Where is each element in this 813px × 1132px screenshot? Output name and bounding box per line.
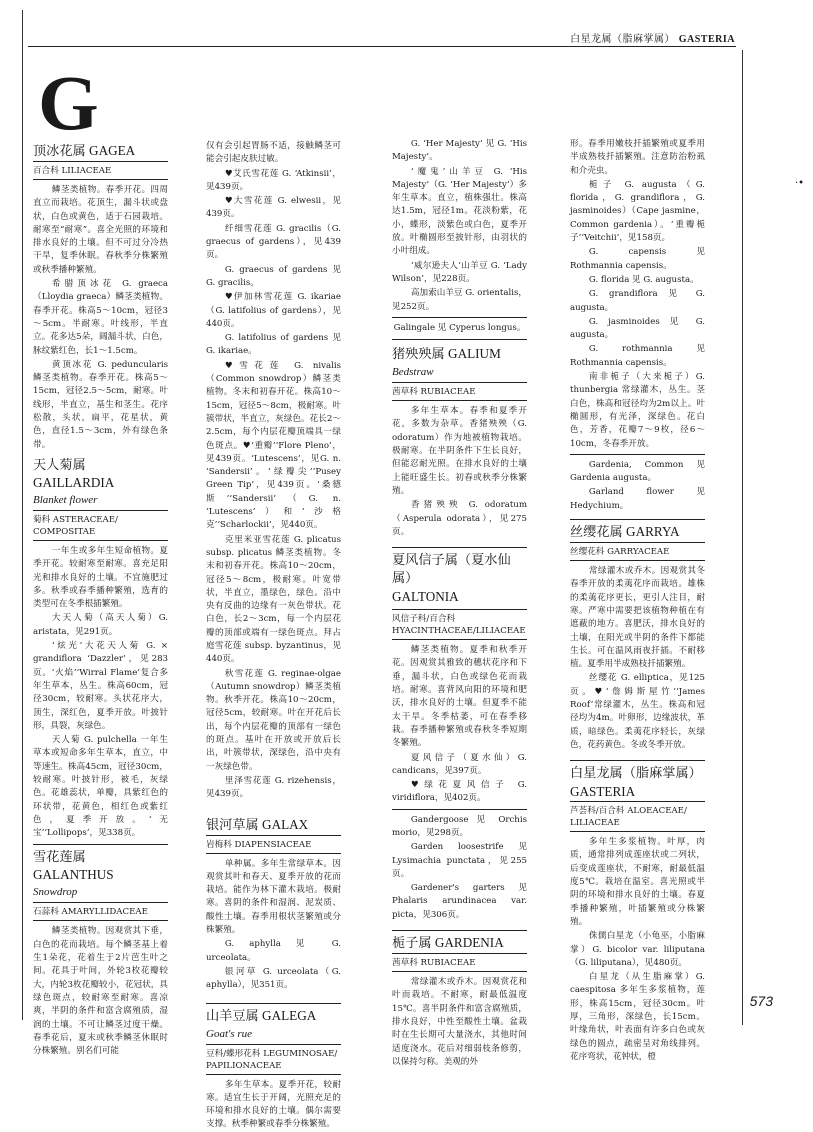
entry-paragraph: 常绿灌木或乔木。因观赏花和叶而栽培。不耐寒，耐最低温度15℃。喜半阴条件和富含腐殖质，排水良好，中性至酸性土壤。盆栽时在生长期可大量浇水，其他时间适度浇水。花后对细弱枝条修剪，以保持匀称。美观的外 bbox=[392, 977, 527, 1067]
genus-title-latin: GALTONIA bbox=[392, 589, 459, 605]
entry-paragraph: 南非栀子（大来栀子）G. thunbergia 常绿灌木，丛生。茎白色，株高和冠径均为2m以上。叶椭圆形，有光泽，深绿色。花白色，芳香，花瓣7～9枚，径6～10cm，冬春季开放。 bbox=[570, 372, 705, 449]
cross-reference: Garland flower 见 Hedychium。 bbox=[570, 487, 705, 511]
genus-title-latin: GAILLARDIA bbox=[33, 474, 115, 490]
entry-paragraph: 白星龙（从生脂麻掌）G. caespitosa 多年生多浆植物，莲形，株高15cm，冠径30cm。叶厚，三角形，深绿色，长15cm。叶缘角状，叶表面有许多白色或灰绿色的圆点，疏密呈对角线排列。花序弯状，花钟状，橙 bbox=[570, 972, 705, 1062]
genus-title-latin: GARRYA bbox=[626, 524, 680, 540]
genus-galanthus bbox=[33, 844, 168, 1058]
genus-title bbox=[33, 456, 168, 492]
entry-paragraph: 黄顶冰花 G. peduncularis 鳞茎类植物。春季开花。株高5～15cm，冠径2.5～5cm，耐寒。叶线形，半直立，基生和茎生。花序松散，头状，扁平，花星状，黄色，直径1.5～3cm，外有绿色条带。 bbox=[33, 359, 168, 450]
genus-garrya bbox=[570, 519, 705, 752]
entry-paragraph: 多年生草本。夏季开花，较耐寒。适宜生长于开阔，光照充足的环境和排水良好的土壤。偶尔需要支撑。秋季种繁或春季分株繁殖。 bbox=[206, 1079, 341, 1130]
genus-gardenia bbox=[392, 930, 527, 1069]
family-line: 百合科 LILIACEAE bbox=[33, 162, 168, 180]
entry-paragraph: ‘威尔逊夫人’山羊豆 G. ‘Lady Wilson’，见228页。 bbox=[392, 260, 527, 284]
genus-title-latin: GALIUM bbox=[448, 346, 501, 362]
entry-paragraph: G. rothmannia 见 Rothmannia capensis。 bbox=[570, 344, 705, 368]
margin-dots: ·• bbox=[795, 178, 805, 189]
genus-title-cn: 银河草属 bbox=[206, 817, 259, 833]
genus-galax bbox=[206, 816, 341, 993]
genus-title-latin-line bbox=[570, 783, 705, 802]
entry-paragraph: 纤细雪花莲 G. gracilis（G. graecus of gardens），见439页。 bbox=[206, 223, 341, 261]
common-name: Blanket flower bbox=[33, 493, 98, 506]
entry-paragraph: 鳞茎类植物。夏季和秋季开花。因观赏其雅致的穗状花序和下垂，漏斗状，白色或绿色花而栽培。耐寒。喜背风向阳的环境和肥沃，排水良好的土壤。但夏季不能太干旱。冬季枯萎，可在春季移栽。春季播种繁殖或春秋冬季短期冬繁殖。 bbox=[392, 645, 527, 749]
entry-paragraph: 仅有会引起胃肠不适，接触鳞茎可能会引起皮肤过敏。 bbox=[206, 141, 341, 165]
common-name: Goat's rue bbox=[206, 1027, 253, 1040]
genus-title-cn: 夏风信子属（夏水仙属） bbox=[392, 553, 511, 587]
entry-paragraph: 多年生多浆植物。叶厚，肉质，通常排列成莲座状或二列状，后变成莲座状，不耐寒，耐最低温度5℃。栽培在温室。喜光照或半阴的环境和排水良好的土壤。春夏季播种繁殖，叶插繁殖或分株繁殖。 bbox=[570, 837, 705, 927]
cross-reference: Gardenia, Common 见 Gardenia augusta。 bbox=[570, 459, 705, 484]
right-margin-rule bbox=[742, 50, 743, 1025]
entry-paragraph: ‘炫光’大花天人菊 G. × grandiflora ‘Dazzler’，见283页。‘火焰’‘Wirral Flame’复合多年生草本，丛生。株高60cm，冠径30cm，较耐寒。头状花序大，顶生，深红色，夏季开放。叶披针形，具裂，灰绿色。 bbox=[33, 641, 168, 731]
genus-title-latin-line bbox=[392, 588, 527, 606]
genus-title-latin: GASTERIA bbox=[570, 784, 636, 800]
entry-paragraph: 希腊顶冰花 G. graeca（Lloydia graeca）鳞茎类植物。春季开花。株高5～10cm，冠径3～5cm。半耐寒。叶线形，半直立。花多达5朵，阔漏斗状，白色，脉纹紫红色，长1～1.5cm。 bbox=[33, 279, 168, 356]
page-number: 573 bbox=[749, 993, 773, 1009]
entry-paragraph: G. latifolius of gardens 见 G. ikariae。 bbox=[206, 333, 341, 357]
entry-paragraph: G. ‘Her Majesty’ 见 G. ‘His Majesty’。 bbox=[392, 139, 527, 163]
genus-title-cn: 栀子属 bbox=[392, 936, 432, 952]
entry-paragraph: ♥艾氏雪花莲 G. ‘Atkinsii’，见439页。 bbox=[206, 168, 341, 192]
entry-paragraph: ‘魔鬼’山羊豆 G. ‘His Majesty’（G. ‘Her Majesty’）多年生草本。直立，植株强壮。株高达1.5m，冠径1m。花淡粉紫，花小，蝶形，淡紫色或白色，夏季开放。叶椭圆形至披针形，由羽状的小叶组成。 bbox=[392, 166, 527, 257]
entry-paragraph: 鳞茎类植物。春季开花。四周直立而栽培。花顶生，漏斗状或盘状，白色或黄色，适于石园栽培。耐寒至“耐寒”。喜全光照的环境和排水良好的土壤。但不可过分冷热干旱，复季休眠。春秋季分株繁殖或秋季播种繁殖。 bbox=[33, 185, 168, 275]
genus-title bbox=[392, 930, 527, 954]
entry-paragraph: ♥大雪花莲 G. elwesii，见439页。 bbox=[206, 196, 341, 220]
entry-paragraph: 克里米亚雪花莲 G. plicatus subsp. plicatus 鳞茎类植物。冬末和初春开花。株高10～20cm，冠径5～8cm，极耐寒。叶宽带状，半直立，墨绿色，绿色。沿中央有反曲的边缘有一灰色带状。花白色，长2～3cm，每一个内层花瓣的顶部或端有一绿色斑点。拜占庭雪花莲 subsp. byzantinus，见440页。 bbox=[206, 534, 341, 665]
header-rule bbox=[28, 46, 736, 47]
entry-paragraph: 银河草 G. urceolata（G. aphylla），见351页。 bbox=[206, 966, 341, 991]
cross-reference: Galingale 见 Cyperus longus。 bbox=[392, 317, 527, 340]
family-line: 芦荟科/百合科 ALOEACEAE/ LILIACEAE bbox=[570, 802, 705, 832]
entry-paragraph: G. jasminoides 见 G. augusta。 bbox=[570, 316, 705, 341]
entry-paragraph: 秋雪花莲 G. reginae-olgae（Autumn snowdrop）鳞茎类植物。秋季开花。株高10～20cm，冠径5cm，较耐寒。叶在开花后长出，每个内层花瓣的顶部有一绿色的斑点。基叶在开放或开放后长出，叶簇带状，深绿色，沿中央有一灰绿色带。 bbox=[206, 668, 341, 772]
entry-paragraph: ♥绿花夏风信子 G. viridiflora，见402页。 bbox=[392, 780, 527, 804]
entry-paragraph: 鳞茎类植物。因观赏其下垂，白色的花而栽培。每个鳞茎基上着生1朵花，花着生于2片芭生叶之间。花具于叶间，外轮3枚花瓣较大，内轮3枚花瓣较小，花冠状，具绿色斑点，较耐寒至耐寒。喜凉爽，半阴的条件和富含腐殖质，湿润的土壤。不可让鳞茎过度干燥。春季花后，夏末或秋季鳞茎休眠时分株繁殖。别名们可能 bbox=[33, 926, 168, 1057]
genus-title-cn: 猪殃殃属 bbox=[392, 347, 445, 363]
genus-title-cn: 雪花莲属 bbox=[33, 850, 86, 866]
family-line: 风信子科/百合科 HYACINTHACEAE/LILIACEAE bbox=[392, 609, 527, 640]
genus-title bbox=[392, 345, 527, 364]
column-1 bbox=[33, 138, 168, 1057]
genus-title-latin: GALANTHUS bbox=[33, 867, 114, 883]
entry-paragraph: G. capensis 见 Rothmannia capensis。 bbox=[570, 247, 705, 271]
genus-title-latin: GALEGA bbox=[262, 1007, 317, 1023]
cross-reference: Garden loosestrife 见 Lysimachia punctata，见255页。 bbox=[392, 842, 527, 879]
entry-paragraph: 多年生草本。春季和夏季开花，多数为杂草。香猪殃殃（G. odoratum）作为地被植物栽培。极耐寒。在半阴条件下生长良好，但能忍耐光照。在排水良好的土壤上能旺盛生长。初春或秋季分株繁殖。 bbox=[392, 406, 527, 496]
entry-paragraph: 常绿灌木或乔木。因观赏其冬春季开放的柔荑花序而栽培。雄株的柔荑花序更长，更引人注目，耐寒。严寒中需要把该植物种植在有遮蔽的地方。喜肥沃，排水良好的土壤，在阳光或半阴的条件下都能生长。可在温风雨夜扦插。不耐移植。夏季用半成熟枝扦插繁殖。 bbox=[570, 566, 705, 670]
cross-reference: Gandergoose 见 Orchis morio，见298页。 bbox=[392, 814, 527, 838]
genus-title-latin: GAGEA bbox=[89, 143, 136, 158]
genus-title bbox=[33, 844, 168, 884]
genus-title bbox=[570, 760, 705, 783]
genus-galtonia bbox=[392, 547, 527, 806]
genus-title bbox=[206, 816, 341, 836]
entry-paragraph: 丝缨花 G. elliptica，见125页。♥‘詹姆斯屋竹’‘James Roof’常绿灌木，丛生。株高和冠径均为4m。叶卵形，边缘波状，革质，暗绿色。柔荑花序轻长，灰绿色，花药黄色。冬或冬季开放。 bbox=[570, 673, 705, 750]
column-3 bbox=[392, 138, 527, 1067]
genus-title bbox=[570, 519, 705, 543]
separator bbox=[570, 454, 705, 455]
genus-title-cn: 顶冰花属 bbox=[33, 144, 86, 159]
family-line: 岩梅科 DIAPENSIACEAE bbox=[206, 836, 341, 854]
entry-paragraph: ♥伊加林雪花莲 G. ikariae（G. latifolius of gardens），见440页。 bbox=[206, 292, 341, 329]
genus-title bbox=[206, 1003, 341, 1026]
entry-paragraph: G. grandiflora 见 G. augusta。 bbox=[570, 289, 705, 313]
column-4 bbox=[570, 138, 705, 1062]
running-head bbox=[570, 30, 735, 45]
entry-paragraph: ♥雪花莲 G. nivalis（Common snowdrop）鳞茎类植物。冬末和初春开花。株高10～15cm，冠径5～8cm，极耐寒。叶簇带状，半直立，灰绿色。花长2～2.5cm，每个内层花瓣顶端具一绿色斑点。♥‘重瓣’‘Flore Pleno’，见439页。‘Lutescens’，见G. n. ‘Sandersii’。‘绿瓣尖’‘Pusey Green Tip’，见439页。‘桑德斯’‘Sandersii’（G. n. ‘Lutescens’）和‘沙格克’‘Scharlockii’，见440页。 bbox=[206, 360, 341, 531]
genus-galium bbox=[392, 345, 527, 539]
entry-paragraph: 形。春季用嫩枝扦插繁殖或夏季用半成熟枝扦插繁殖。注意防治粉虱和介壳虫。 bbox=[570, 139, 705, 176]
entry-paragraph: 天人菊 G. pulchella 一年生草本或短命多年生草本，直立，中等速生。株高45cm，冠径30cm，较耐寒。叶披针形，被毛，灰绿色。花雄蕊状，单瓣，具紫红色的环状带，花黄色，相红色或紫红色，夏季开放。‘无宝’‘Lollipops’，见338页。 bbox=[33, 735, 168, 839]
entry-paragraph: 里泽雪花莲 G. rizehensis，见439页。 bbox=[206, 775, 341, 800]
common-name: Bedstraw bbox=[392, 366, 434, 379]
running-head-cn: 白星龙属（脂麻掌属） bbox=[570, 34, 676, 45]
left-margin-rule bbox=[22, 10, 23, 1020]
family-line: 茜草科 RUBIACEAE bbox=[392, 382, 527, 401]
family-line: 丝缨花科 GARRYACEAE bbox=[570, 543, 705, 561]
entry-paragraph: G. aphylla 见 G. urceolata。 bbox=[206, 939, 341, 963]
genus-title-latin: GARDENIA bbox=[434, 935, 504, 951]
entry-paragraph: G. florida 见 G. augusta。 bbox=[588, 274, 699, 285]
cross-reference: Gardener's garters 见 Phalaris arundinacea var. picta，见306页。 bbox=[392, 883, 527, 920]
entry-paragraph: 单种属。多年生常绿草本。因观赏其叶和春天、夏季开放的花而栽培。能作为林下灌木栽培。极耐寒。喜阴的条件和湿润、泥炭质、酸性土壤。春季用根状茎繁殖或分株繁殖。 bbox=[206, 858, 341, 936]
family-line: 石蒜科 AMARYLLIDACEAE bbox=[33, 902, 168, 921]
entry-paragraph: 一年生或多年生短命植物。夏季开花。较耐寒至耐寒。喜充足阳光和排水良好的土壤。不宜施肥过多。秋季或春季播种繁殖，选育的类型可在冬季根插繁殖。 bbox=[33, 545, 168, 610]
family-line: 茜草科 RUBIACEAE bbox=[392, 954, 527, 972]
genus-title-cn: 天人菊属 bbox=[33, 457, 86, 473]
column-2 bbox=[206, 140, 341, 1130]
genus-title-cn: 丝缨花属 bbox=[570, 525, 623, 541]
entry-paragraph: 夏风信子（夏水仙）G. candicans，见397页。 bbox=[392, 752, 527, 776]
common-name: Snowdrop bbox=[33, 886, 78, 899]
section-letter: G bbox=[38, 59, 99, 146]
entry-paragraph: 高加索山羊豆 G. orientalis，见252页。 bbox=[392, 288, 527, 312]
running-head-latin: GASTERIA bbox=[678, 34, 735, 45]
family-line: 豆科/蝶形花科 LEGUMINOSAE/ PAPILIONACEAE bbox=[206, 1044, 341, 1075]
genus-galega bbox=[206, 1003, 341, 1132]
genus-gaillardia bbox=[33, 456, 168, 841]
genus-gagea bbox=[33, 142, 168, 452]
entry-paragraph: 香猪殃殃 G. odoratum（Asperula odorata），见275页。 bbox=[392, 500, 527, 537]
entry-paragraph: G. graecus of gardens 见 G. gracilis。 bbox=[206, 264, 341, 288]
entry-paragraph: 大天人菊（高天人菊）G. aristata，见291页。 bbox=[33, 613, 168, 637]
entry-paragraph: 栀子 G. augusta（G. florida，G. grandiflora，G. jasminoides）（Cape jasmine，Common gardenia）。‘重瓣栀子’‘Veitchii’，见158页。 bbox=[570, 179, 705, 244]
entry-paragraph: 侏儒白星龙（小龟巫，小脂麻掌）G. bicolor var. liliputana（G. liliputana），见480页。 bbox=[570, 931, 705, 968]
genus-title-cn: 白星龙属（脂麻掌属） bbox=[570, 766, 702, 782]
family-line: 菊科 ASTERACEAE/ COMPOSITAE bbox=[33, 510, 168, 541]
genus-title-cn: 山羊豆属 bbox=[206, 1008, 259, 1024]
genus-title-latin: GALAX bbox=[262, 816, 309, 832]
genus-gasteria bbox=[570, 760, 705, 1064]
separator bbox=[392, 809, 527, 810]
genus-title bbox=[392, 547, 527, 588]
genus-title bbox=[33, 142, 168, 162]
